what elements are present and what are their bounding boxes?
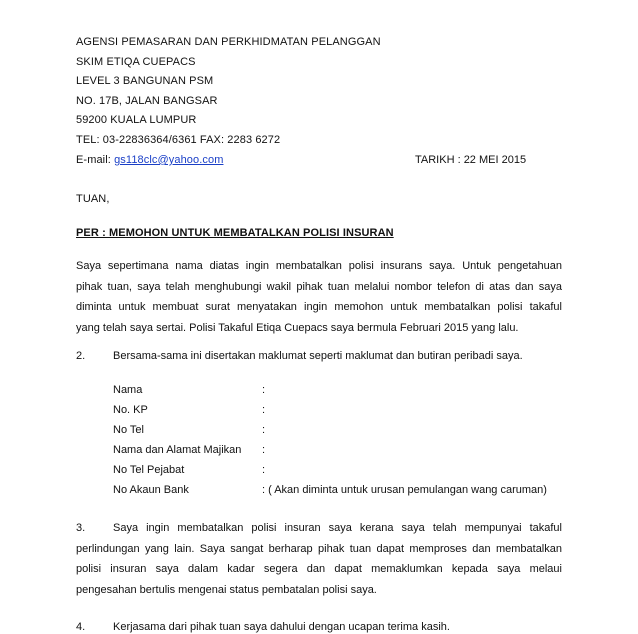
field-label-no-kp: No. KP (113, 404, 148, 416)
sender-street: NO. 17B, JALAN BANGSAR (76, 95, 218, 107)
section-2-number: 2. (76, 350, 86, 362)
date-line: TARIKH : 22 MEI 2015 (415, 154, 527, 166)
section-3-line: polisi insuran saya dalam kadar segera dan dapat memaklumkan kepada saya melaui (76, 563, 562, 575)
section-4-number: 4. (76, 621, 86, 633)
section-3-number: 3. (76, 522, 86, 534)
sender-agency: AGENSI PEMASARAN DAN PERKHIDMATAN PELANGGAN (76, 36, 381, 48)
section-3-line: pengesahan bertulis mengenai status pembatalan polisi saya. (76, 583, 377, 596)
subject-line: PER : MEMOHON UNTUK MEMBATALKAN POLISI INSURAN (76, 227, 394, 239)
field-label-akaun-bank: No Akaun Bank (113, 484, 189, 496)
sender-tel: TEL: 03-22836364/6361 FAX: 2283 6272 (76, 134, 281, 146)
section-3-line: perlindungan yang lain. Saya sangat berharap pihak tuan dapat memproses dan membatalkan (76, 542, 562, 555)
intro-line: Saya sepertimana nama diatas ingin membatalkan polisi insurans saya. Untuk pengetahuan (76, 260, 562, 272)
field-label-tel-pejabat: No Tel Pejabat (113, 464, 185, 476)
email-prefix: E-mail: (76, 154, 115, 166)
field-label-majikan: Nama dan Alamat Majikan (113, 444, 242, 456)
field-value-tel-pejabat: : (262, 464, 266, 476)
section-3-paragraph (76, 518, 562, 600)
field-label-no-tel: No Tel (113, 424, 144, 436)
intro-line: yang telah saya sertai. Polisi Takaful Etiqa Cuepacs saya bermula Februari 2015 yang lalu. (76, 321, 519, 334)
field-value-no-tel: : (262, 424, 266, 436)
field-value-akaun-bank: : ( Akan diminta untuk urusan pemulangan wang caruman) (262, 484, 547, 496)
field-value-majikan: : (262, 444, 266, 456)
sender-email-line (76, 153, 223, 167)
sender-level: LEVEL 3 BANGUNAN PSM (76, 75, 214, 87)
salutation: TUAN, (76, 193, 110, 205)
field-value-nama: : (262, 384, 266, 396)
sender-city: 59200 KUALA LUMPUR (76, 114, 197, 126)
section-2-text: Bersama-sama ini disertakan maklumat seperti maklumat dan butiran peribadi saya. (113, 350, 523, 362)
email-link[interactable]: gs118clc@yahoo.com (114, 154, 224, 166)
intro-line: pihak tuan, saya telah menghubungi wakil pihak tuan melalui nombor telefon di atas dan saya (76, 280, 562, 293)
section-3-first-line: Saya ingin membatalkan polisi insuran saya kerana saya telah mempunyai takaful (113, 522, 562, 534)
field-label-nama: Nama (113, 384, 143, 396)
sender-scheme: SKIM ETIQA CUEPACS (76, 56, 196, 68)
intro-paragraph (76, 256, 562, 338)
intro-line: diminta untuk membuat surat menyatakan ingin memohon untuk membatalkan polisi takaful (76, 301, 562, 313)
field-value-no-kp: : (262, 404, 266, 416)
section-4-text: Kerjasama dari pihak tuan saya dahului dengan ucapan terima kasih. (113, 621, 450, 633)
